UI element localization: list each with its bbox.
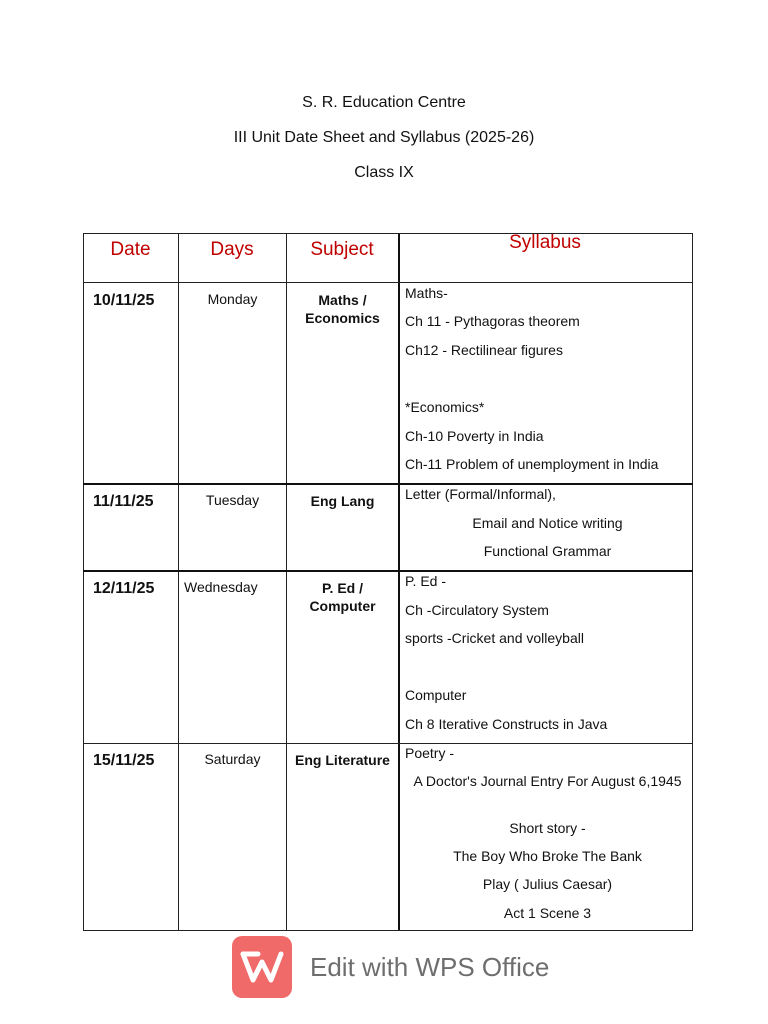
date-cell: 10/11/25 bbox=[93, 292, 155, 309]
syllabus-line: Functional Grammar bbox=[483, 543, 612, 559]
syllabus-line: Poetry - bbox=[405, 745, 455, 761]
syllabus-line: Ch 11 - Pythagoras theorem bbox=[405, 313, 580, 329]
syllabus-line: Ch-11 Problem of unemployment in India bbox=[405, 456, 659, 472]
document-title: III Unit Date Sheet and Syllabus (2025-26) bbox=[233, 129, 535, 146]
date-cell: 11/11/25 bbox=[93, 493, 154, 510]
subject-cell: P. Ed / Computer bbox=[309, 580, 376, 614]
wps-watermark-text: Edit with WPS Office bbox=[310, 952, 550, 982]
wps-logo-icon bbox=[232, 936, 292, 998]
syllabus-line: Play ( Julius Caesar) bbox=[482, 876, 613, 892]
syllabus-line: Ch-10 Poverty in India bbox=[405, 428, 544, 444]
day-cell: Wednesday bbox=[184, 579, 258, 595]
syllabus-line: Ch 8 Iterative Constructs in Java bbox=[405, 716, 608, 732]
wps-watermark[interactable] bbox=[232, 936, 552, 1000]
syllabus-line: Short story - bbox=[509, 820, 586, 836]
date-cell: 12/11/25 bbox=[93, 580, 155, 597]
syllabus-line: A Doctor's Journal Entry For August 6,1945 bbox=[413, 773, 682, 789]
syllabus-line: Ch -Circulatory System bbox=[405, 602, 549, 618]
day-cell: Tuesday bbox=[205, 492, 260, 508]
syllabus-line: Act 1 Scene 3 bbox=[503, 905, 592, 921]
syllabus-line: Maths- bbox=[405, 285, 448, 301]
syllabus-line: Email and Notice writing bbox=[472, 515, 623, 531]
day-cell: Monday bbox=[207, 291, 258, 307]
syllabus-line: *Economics* bbox=[405, 399, 485, 415]
syllabus-line: P. Ed - bbox=[405, 573, 446, 589]
school-name: S. R. Education Centre bbox=[302, 94, 466, 111]
subject-cell: Eng Literature bbox=[295, 752, 390, 768]
syllabus-line: Ch12 - Rectilinear figures bbox=[405, 342, 563, 358]
column-header-syllabus: Syllabus bbox=[509, 232, 581, 253]
syllabus-line: sports -Cricket and volleyball bbox=[405, 630, 584, 646]
syllabus-line: Letter (Formal/Informal), bbox=[405, 486, 556, 502]
date-cell: 15/11/25 bbox=[93, 752, 155, 769]
column-header-subject: Subject bbox=[310, 239, 374, 260]
syllabus-line: Computer bbox=[405, 687, 467, 703]
column-header-date: Date bbox=[110, 239, 151, 260]
day-cell: Saturday bbox=[204, 751, 261, 767]
syllabus-line: The Boy Who Broke The Bank bbox=[453, 848, 642, 864]
column-header-days: Days bbox=[210, 239, 254, 260]
class-label: Class IX bbox=[354, 164, 414, 181]
subject-cell: Maths / Economics bbox=[305, 292, 380, 326]
subject-cell: Eng Lang bbox=[310, 493, 375, 509]
